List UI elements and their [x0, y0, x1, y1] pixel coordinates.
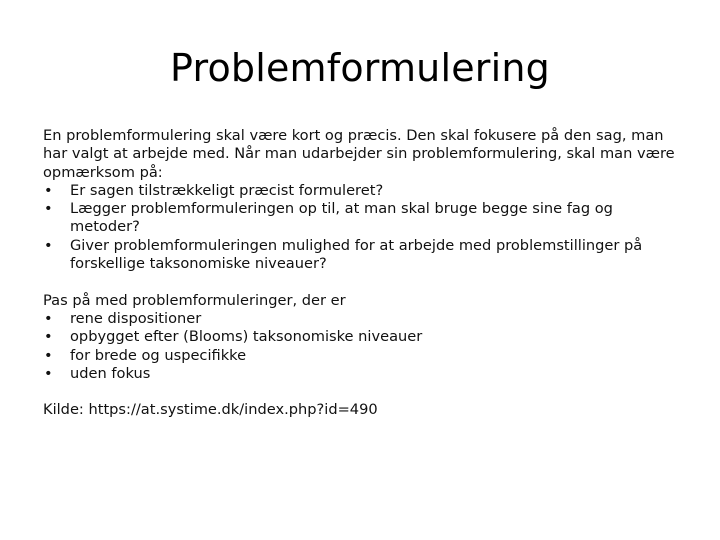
- bullet-icon: •: [44, 200, 53, 218]
- warning-list: [43, 310, 683, 383]
- warning-text: uden fokus: [70, 364, 151, 382]
- slide-title: Problemformulering: [170, 46, 550, 90]
- warning-text: opbygget efter (Blooms) taksonomiske niveauer: [70, 328, 423, 346]
- list-item: [43, 365, 683, 383]
- bullet-icon: •: [44, 364, 53, 382]
- source-line: Kilde: https://at.systime.dk/index.php?id=490: [43, 401, 378, 419]
- list-item: [43, 200, 683, 237]
- list-item: [43, 310, 683, 328]
- slide-body: [43, 127, 683, 420]
- bullet-icon: •: [44, 236, 53, 254]
- bullet-icon: •: [44, 309, 53, 327]
- warning-text: for brede og uspecifikke: [70, 346, 247, 364]
- question-list: [43, 182, 683, 273]
- question-text: Er sagen tilstrækkeligt præcist formuleret?: [70, 181, 384, 199]
- intro-paragraph: En problemformulering skal være kort og præcis. Den skal fokusere på den sag, man har valgt at arbejde med. Når man udarbejder sin problemformulering, skal man være opmærksom på:: [43, 127, 675, 181]
- spacer: [43, 383, 683, 401]
- list-item: [43, 347, 683, 365]
- warning-intro: Pas på med problemformuleringer, der er: [43, 291, 346, 309]
- question-text: Giver problemformuleringen mulighed for at arbejde med problemstillinger på forskellige taksonomiske niveauer?: [70, 236, 643, 273]
- list-item: [43, 182, 683, 200]
- spacer: [43, 273, 683, 291]
- bullet-icon: •: [44, 328, 53, 346]
- list-item: [43, 237, 683, 274]
- question-text: Lægger problemformuleringen op til, at man skal bruge begge sine fag og metoder?: [70, 200, 613, 236]
- bullet-icon: •: [44, 346, 53, 364]
- list-item: [43, 328, 683, 346]
- warning-text: rene dispositioner: [70, 309, 202, 327]
- bullet-icon: •: [44, 181, 53, 199]
